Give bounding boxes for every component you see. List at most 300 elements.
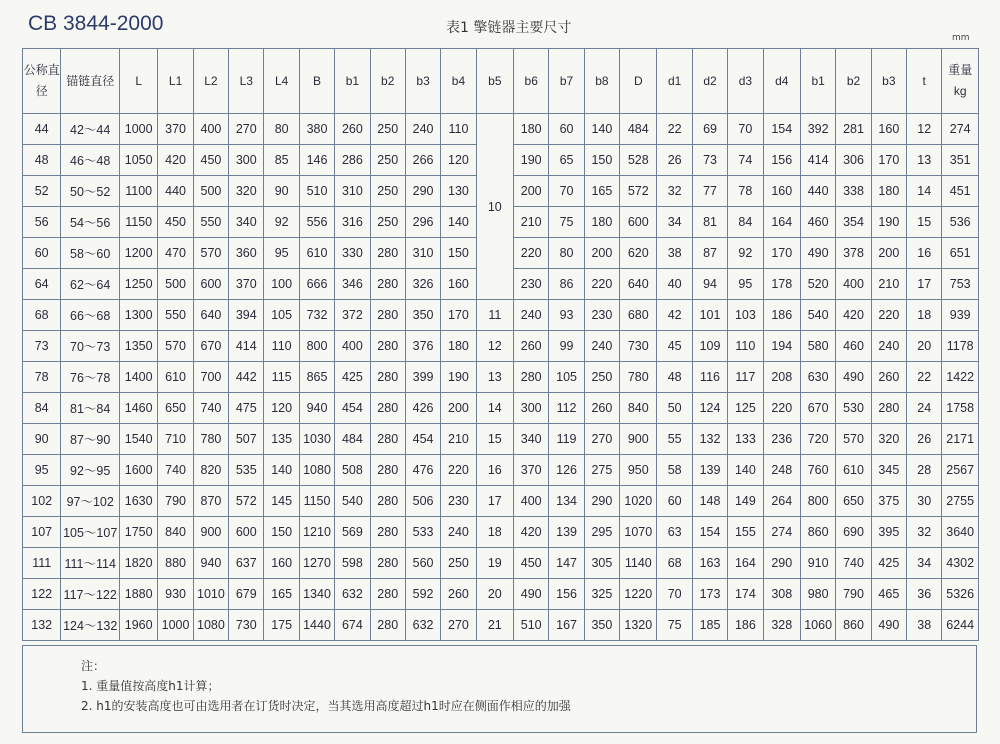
table-cell: 81 xyxy=(692,207,727,238)
table-cell: 60 xyxy=(23,238,61,269)
table-cell: 1350 xyxy=(120,331,158,362)
table-cell: 75 xyxy=(657,610,692,641)
table-cell: 280 xyxy=(370,238,405,269)
table-cell: 21 xyxy=(476,610,513,641)
table-cell: 1000 xyxy=(158,610,193,641)
header-cell: b2 xyxy=(836,49,871,114)
table-cell: 940 xyxy=(299,393,334,424)
table-cell: 360 xyxy=(229,238,264,269)
table-cell: 880 xyxy=(158,548,193,579)
table-cell: 5326 xyxy=(942,579,979,610)
table-cell: 610 xyxy=(299,238,334,269)
table-cell: 22 xyxy=(657,114,692,145)
table-cell: 54～56 xyxy=(61,207,120,238)
table-cell: 281 xyxy=(836,114,871,145)
table-cell: 180 xyxy=(584,207,619,238)
table-cell: 122 xyxy=(23,579,61,610)
table-cell: 97～102 xyxy=(61,486,120,517)
header-cell: b3 xyxy=(405,49,440,114)
table-cell: 24 xyxy=(907,393,942,424)
table-cell: 640 xyxy=(620,269,657,300)
table-cell: 100 xyxy=(264,269,299,300)
table-cell: 210 xyxy=(871,269,906,300)
table-cell: 570 xyxy=(193,238,228,269)
table-cell: 66～68 xyxy=(61,300,120,331)
table-cell: 610 xyxy=(158,362,193,393)
header-cell: L3 xyxy=(229,49,264,114)
table-cell: 250 xyxy=(584,362,619,393)
table-cell: 1750 xyxy=(120,517,158,548)
table-cell: 117～122 xyxy=(61,579,120,610)
table-cell: 164 xyxy=(763,207,800,238)
table-cell: 38 xyxy=(907,610,942,641)
table-cell: 84 xyxy=(23,393,61,424)
table-row xyxy=(23,300,979,331)
table-cell: 101 xyxy=(692,300,727,331)
table-cell: 1300 xyxy=(120,300,158,331)
table-cell: 580 xyxy=(800,331,835,362)
table-cell: 290 xyxy=(763,548,800,579)
table-cell: 600 xyxy=(193,269,228,300)
table-cell: 170 xyxy=(763,238,800,269)
table-cell: 133 xyxy=(728,424,763,455)
table-cell: 116 xyxy=(692,362,727,393)
table-cell: 570 xyxy=(836,424,871,455)
table-cell: 310 xyxy=(405,238,440,269)
table-cell: 1600 xyxy=(120,455,158,486)
table-cell: 450 xyxy=(193,145,228,176)
table-cell: 160 xyxy=(871,114,906,145)
table-cell: 640 xyxy=(193,300,228,331)
table-cell: 1000 xyxy=(120,114,158,145)
table-cell: 186 xyxy=(763,300,800,331)
table-cell: 80 xyxy=(549,238,584,269)
unit-label: mm xyxy=(952,33,970,43)
table-cell: 69 xyxy=(692,114,727,145)
table-cell: 414 xyxy=(800,145,835,176)
table-cell: 280 xyxy=(370,579,405,610)
header-cell: b7 xyxy=(549,49,584,114)
table-cell: 620 xyxy=(620,238,657,269)
table-cell: 73 xyxy=(23,331,61,362)
table-cell: 800 xyxy=(800,486,835,517)
table-cell: 280 xyxy=(871,393,906,424)
header-cell: b3 xyxy=(871,49,906,114)
table-cell: 264 xyxy=(763,486,800,517)
header-cell: b2 xyxy=(370,49,405,114)
table-cell: 240 xyxy=(584,331,619,362)
header-row xyxy=(23,49,979,114)
table-cell: 50～52 xyxy=(61,176,120,207)
table-cell: 865 xyxy=(299,362,334,393)
table-cell: 87～90 xyxy=(61,424,120,455)
table-cell: 425 xyxy=(335,362,370,393)
table-cell: 275 xyxy=(584,455,619,486)
table-cell: 18 xyxy=(476,517,513,548)
table-cell: 60 xyxy=(549,114,584,145)
table-cell: 120 xyxy=(441,145,476,176)
table-row xyxy=(23,331,979,362)
table-cell: 240 xyxy=(441,517,476,548)
table-cell: 1050 xyxy=(120,145,158,176)
table-cell: 870 xyxy=(193,486,228,517)
table-cell: 163 xyxy=(692,548,727,579)
table-cell: 180 xyxy=(871,176,906,207)
header-cell: b1 xyxy=(800,49,835,114)
table-cell: 155 xyxy=(728,517,763,548)
table-cell: 63 xyxy=(657,517,692,548)
table-cell: 740 xyxy=(158,455,193,486)
table-cell: 140 xyxy=(584,114,619,145)
table-cell: 440 xyxy=(158,176,193,207)
table-cell: 77 xyxy=(692,176,727,207)
table-cell: 165 xyxy=(584,176,619,207)
table-cell: 164 xyxy=(728,548,763,579)
table-cell: 598 xyxy=(335,548,370,579)
table-cell: 45 xyxy=(657,331,692,362)
table-cell: 266 xyxy=(405,145,440,176)
table-cell: 290 xyxy=(405,176,440,207)
table-cell: 17 xyxy=(907,269,942,300)
table-cell: 28 xyxy=(907,455,942,486)
table-cell: 1400 xyxy=(120,362,158,393)
table-cell: 111 xyxy=(23,548,61,579)
table-cell: 260 xyxy=(514,331,549,362)
table-cell: 399 xyxy=(405,362,440,393)
table-cell: 185 xyxy=(692,610,727,641)
table-cell: 42 xyxy=(657,300,692,331)
table-cell: 92 xyxy=(728,238,763,269)
table-row xyxy=(23,424,979,455)
table-cell: 240 xyxy=(514,300,549,331)
table-cell: 150 xyxy=(441,238,476,269)
table-cell: 170 xyxy=(871,145,906,176)
table-cell: 508 xyxy=(335,455,370,486)
table-cell: 280 xyxy=(370,486,405,517)
table-cell: 820 xyxy=(193,455,228,486)
table-cell: 1422 xyxy=(942,362,979,393)
table-cell: 350 xyxy=(405,300,440,331)
table-cell: 90 xyxy=(23,424,61,455)
table-cell: 38 xyxy=(657,238,692,269)
table-cell: 250 xyxy=(370,145,405,176)
table-cell: 52 xyxy=(23,176,61,207)
table-cell: 351 xyxy=(942,145,979,176)
table-cell: 500 xyxy=(193,176,228,207)
table-cell: 93 xyxy=(549,300,584,331)
table-cell: 102 xyxy=(23,486,61,517)
table-cell: 340 xyxy=(229,207,264,238)
table-cell: 325 xyxy=(584,579,619,610)
table-cell: 420 xyxy=(514,517,549,548)
table-cell: 60 xyxy=(657,486,692,517)
table-cell: 570 xyxy=(158,331,193,362)
table-cell: 1270 xyxy=(299,548,334,579)
table-row xyxy=(23,114,979,145)
table-cell: 740 xyxy=(193,393,228,424)
table-cell: 1060 xyxy=(800,610,835,641)
table-cell: 340 xyxy=(514,424,549,455)
table-cell: 73 xyxy=(692,145,727,176)
table-cell: 666 xyxy=(299,269,334,300)
table-cell: 710 xyxy=(158,424,193,455)
table-cell: 670 xyxy=(800,393,835,424)
table-cell: 730 xyxy=(229,610,264,641)
table-cell: 1150 xyxy=(120,207,158,238)
table-cell: 230 xyxy=(441,486,476,517)
table-cell: 154 xyxy=(692,517,727,548)
table-cell: 19 xyxy=(476,548,513,579)
table-cell: 200 xyxy=(514,176,549,207)
table-cell: 175 xyxy=(264,610,299,641)
table-cell: 139 xyxy=(549,517,584,548)
table-cell: 76～78 xyxy=(61,362,120,393)
table-cell: 30 xyxy=(907,486,942,517)
table-cell: 1460 xyxy=(120,393,158,424)
header-cell: B xyxy=(299,49,334,114)
table-cell: 600 xyxy=(620,207,657,238)
table-cell: 650 xyxy=(836,486,871,517)
table-cell: 316 xyxy=(335,207,370,238)
table-cell: 58 xyxy=(657,455,692,486)
table-cell: 600 xyxy=(229,517,264,548)
table-cell: 140 xyxy=(728,455,763,486)
header-cell: D xyxy=(620,49,657,114)
table-cell: 3640 xyxy=(942,517,979,548)
table-cell: 220 xyxy=(514,238,549,269)
table-cell: 569 xyxy=(335,517,370,548)
table-cell: 105 xyxy=(549,362,584,393)
table-cell: 18 xyxy=(907,300,942,331)
standard-number: CB 3844-2000 xyxy=(28,12,164,35)
table-cell: 330 xyxy=(335,238,370,269)
table-cell: 320 xyxy=(229,176,264,207)
header-cell: b6 xyxy=(514,49,549,114)
table-cell: 270 xyxy=(584,424,619,455)
table-cell: 111～114 xyxy=(61,548,120,579)
table-cell: 506 xyxy=(405,486,440,517)
table-cell: 280 xyxy=(370,362,405,393)
table-cell: 174 xyxy=(728,579,763,610)
table-cell: 1960 xyxy=(120,610,158,641)
table-cell: 1758 xyxy=(942,393,979,424)
table-cell: 95 xyxy=(23,455,61,486)
table-cell: 346 xyxy=(335,269,370,300)
table-cell: 1080 xyxy=(299,455,334,486)
table-cell: 560 xyxy=(405,548,440,579)
table-cell: 300 xyxy=(229,145,264,176)
table-cell: 78 xyxy=(728,176,763,207)
table-cell: 1070 xyxy=(620,517,657,548)
table-cell: 454 xyxy=(405,424,440,455)
table-cell: 1080 xyxy=(193,610,228,641)
table-cell: 17 xyxy=(476,486,513,517)
table-cell: 140 xyxy=(441,207,476,238)
table-cell: 780 xyxy=(620,362,657,393)
table-cell: 420 xyxy=(836,300,871,331)
table-cell: 250 xyxy=(370,207,405,238)
table-cell: 15 xyxy=(476,424,513,455)
table-cell: 6244 xyxy=(942,610,979,641)
table-cell: 112 xyxy=(549,393,584,424)
table-cell: 149 xyxy=(728,486,763,517)
table-cell: 220 xyxy=(441,455,476,486)
table-cell: 840 xyxy=(158,517,193,548)
table-row xyxy=(23,610,979,641)
table-cell: 280 xyxy=(370,424,405,455)
table-cell: 40 xyxy=(657,269,692,300)
table-cell: 280 xyxy=(370,455,405,486)
table-cell: 1880 xyxy=(120,579,158,610)
table-cell: 50 xyxy=(657,393,692,424)
header-cell: d3 xyxy=(728,49,763,114)
table-cell: 572 xyxy=(620,176,657,207)
table-cell: 392 xyxy=(800,114,835,145)
table-cell: 125 xyxy=(728,393,763,424)
table-cell: 1340 xyxy=(299,579,334,610)
table-cell: 119 xyxy=(549,424,584,455)
table-cell: 178 xyxy=(763,269,800,300)
table-cell: 56 xyxy=(23,207,61,238)
table-cell: 280 xyxy=(370,300,405,331)
table-cell: 556 xyxy=(299,207,334,238)
table-cell: 230 xyxy=(514,269,549,300)
table-cell: 280 xyxy=(370,610,405,641)
table-cell: 248 xyxy=(763,455,800,486)
table-cell: 70 xyxy=(549,176,584,207)
table-cell: 15 xyxy=(907,207,942,238)
table-cell: 270 xyxy=(229,114,264,145)
table-cell: 1220 xyxy=(620,579,657,610)
table-cell: 1440 xyxy=(299,610,334,641)
table-cell: 95 xyxy=(264,238,299,269)
table-cell: 92～95 xyxy=(61,455,120,486)
table-cell: 528 xyxy=(620,145,657,176)
table-cell: 115 xyxy=(264,362,299,393)
table-cell: 12 xyxy=(907,114,942,145)
table-row xyxy=(23,486,979,517)
table-cell: 148 xyxy=(692,486,727,517)
table-cell: 1140 xyxy=(620,548,657,579)
table-cell: 2755 xyxy=(942,486,979,517)
table-cell: 70～73 xyxy=(61,331,120,362)
table-cell: 85 xyxy=(264,145,299,176)
table-cell: 840 xyxy=(620,393,657,424)
header-cell: b8 xyxy=(584,49,619,114)
table-cell: 900 xyxy=(620,424,657,455)
table-cell: 107 xyxy=(23,517,61,548)
table-cell: 124 xyxy=(692,393,727,424)
table-cell: 44 xyxy=(23,114,61,145)
table-cell: 730 xyxy=(620,331,657,362)
table-cell: 939 xyxy=(942,300,979,331)
table-cell: 484 xyxy=(335,424,370,455)
table-cell: 460 xyxy=(836,331,871,362)
table-cell: 1150 xyxy=(299,486,334,517)
table-cell: 16 xyxy=(476,455,513,486)
table-cell: 370 xyxy=(158,114,193,145)
table-cell: 592 xyxy=(405,579,440,610)
table-cell: 200 xyxy=(441,393,476,424)
table-cell: 507 xyxy=(229,424,264,455)
table-cell: 14 xyxy=(476,393,513,424)
table-cell: 78 xyxy=(23,362,61,393)
table-cell: 720 xyxy=(800,424,835,455)
table-cell: 190 xyxy=(871,207,906,238)
table-cell: 42～44 xyxy=(61,114,120,145)
table-cell: 1178 xyxy=(942,331,979,362)
table-cell: 670 xyxy=(193,331,228,362)
table-cell: 375 xyxy=(871,486,906,517)
note-2: 2. h1的安装高度也可由选用者在订货时决定，当其选用高度超过h1时应在侧面作相应的加强 xyxy=(81,699,571,713)
table-cell: 490 xyxy=(514,579,549,610)
table-cell: 75 xyxy=(549,207,584,238)
table-cell: 338 xyxy=(836,176,871,207)
table-cell: 46～48 xyxy=(61,145,120,176)
table-cell: 442 xyxy=(229,362,264,393)
table-cell: 150 xyxy=(584,145,619,176)
table-cell: 150 xyxy=(264,517,299,548)
table-cell: 414 xyxy=(229,331,264,362)
table-cell: 160 xyxy=(264,548,299,579)
notes-box xyxy=(22,645,977,733)
table-cell: 180 xyxy=(514,114,549,145)
table-cell: 1250 xyxy=(120,269,158,300)
table-cell: 490 xyxy=(800,238,835,269)
table-cell: 320 xyxy=(871,424,906,455)
table-cell: 536 xyxy=(942,207,979,238)
table-cell: 520 xyxy=(800,269,835,300)
table-cell: 26 xyxy=(907,424,942,455)
table-cell: 450 xyxy=(514,548,549,579)
table-cell: 170 xyxy=(441,300,476,331)
table-cell: 105～107 xyxy=(61,517,120,548)
table-cell: 95 xyxy=(728,269,763,300)
table-cell: 550 xyxy=(158,300,193,331)
table-cell: 64 xyxy=(23,269,61,300)
table-cell: 132 xyxy=(692,424,727,455)
table-cell: 540 xyxy=(335,486,370,517)
table-cell: 145 xyxy=(264,486,299,517)
table-cell: 36 xyxy=(907,579,942,610)
table-cell: 310 xyxy=(335,176,370,207)
table-cell: 354 xyxy=(836,207,871,238)
header-cell: d2 xyxy=(692,49,727,114)
table-cell: 1210 xyxy=(299,517,334,548)
header-cell: 重量kg xyxy=(942,49,979,114)
table-cell: 679 xyxy=(229,579,264,610)
table-cell: 68 xyxy=(657,548,692,579)
table-cell: 109 xyxy=(692,331,727,362)
table-cell: 290 xyxy=(584,486,619,517)
table-cell: 94 xyxy=(692,269,727,300)
table-cell: 132 xyxy=(23,610,61,641)
table-cell: 510 xyxy=(514,610,549,641)
table-cell: 535 xyxy=(229,455,264,486)
table-cell: 1100 xyxy=(120,176,158,207)
table-cell: 1020 xyxy=(620,486,657,517)
table-cell: 470 xyxy=(158,238,193,269)
table-cell: 490 xyxy=(836,362,871,393)
table-cell: 572 xyxy=(229,486,264,517)
table-cell: 165 xyxy=(264,579,299,610)
table-cell: 65 xyxy=(549,145,584,176)
table-cell: 156 xyxy=(763,145,800,176)
table-cell: 120 xyxy=(264,393,299,424)
table-cell: 48 xyxy=(657,362,692,393)
table-cell: 220 xyxy=(584,269,619,300)
table-cell: 394 xyxy=(229,300,264,331)
